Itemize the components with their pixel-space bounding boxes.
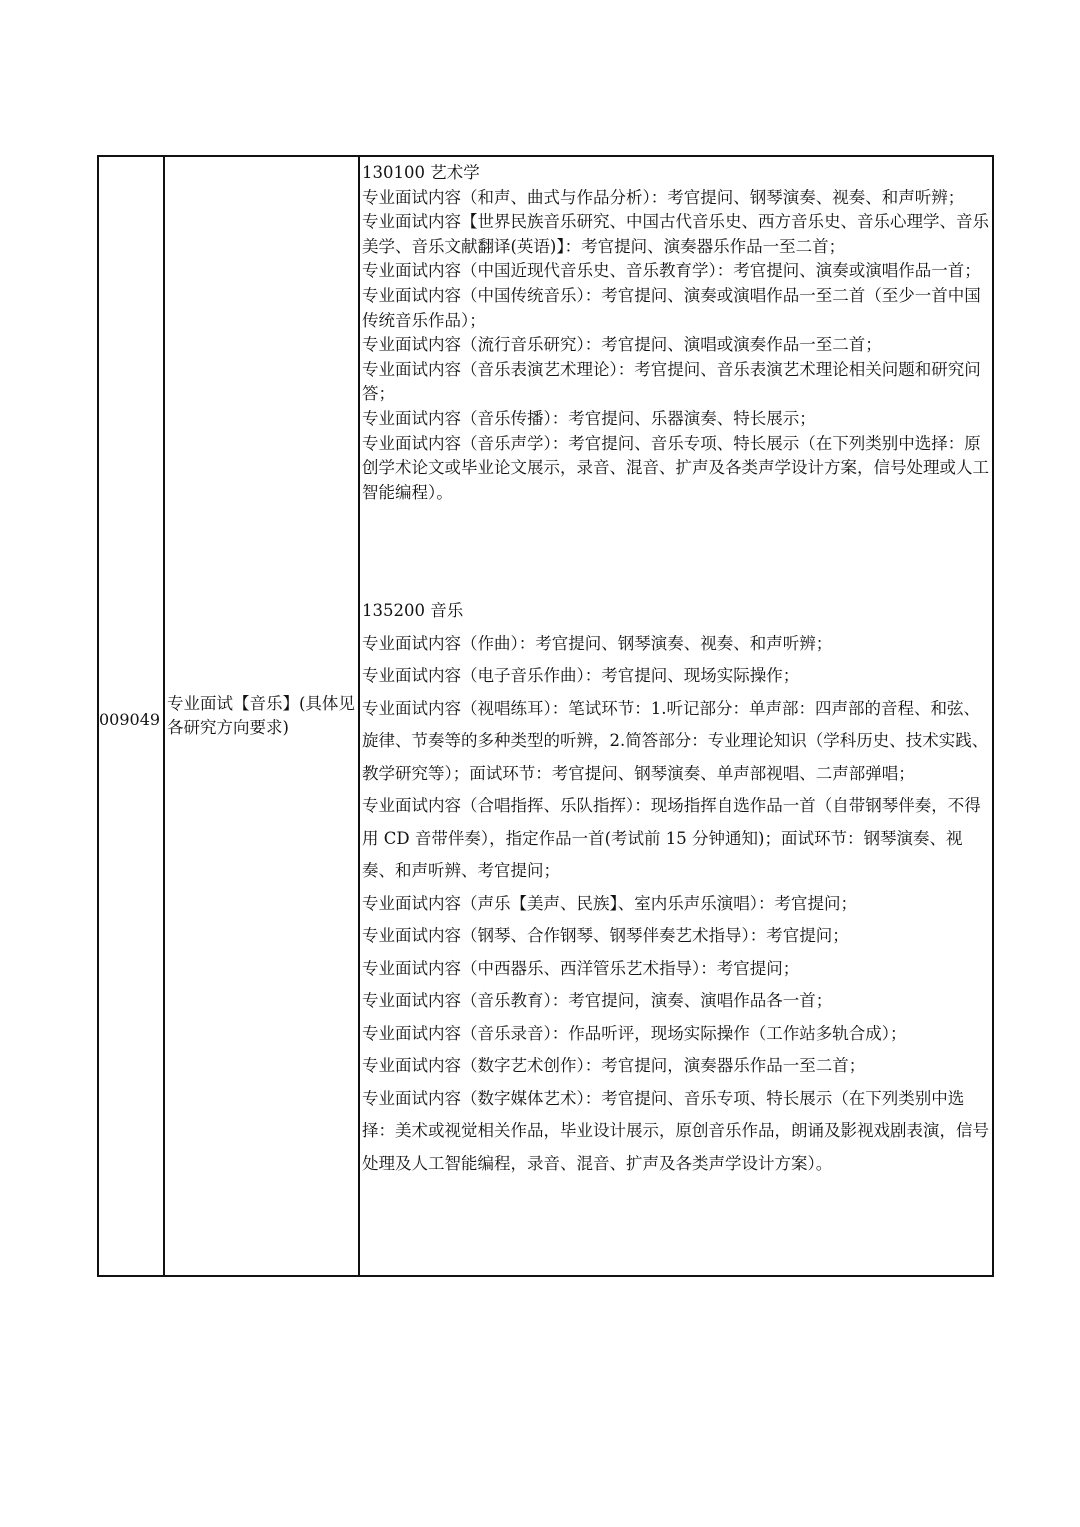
list-item: 专业面试内容【世界民族音乐研究、中国古代音乐史、西方音乐史、音乐心理学、音乐美学、音乐文献翻译(英语)】：考官提问、演奏器乐作品一至二首； bbox=[362, 212, 989, 256]
section-heading: 135200 音乐 bbox=[362, 601, 464, 620]
requirements-table bbox=[97, 155, 994, 1277]
list-item: 专业面试内容（音乐声学）：考官提问、音乐专项、特长展示（在下列类别中选择：原创学术论文或毕业论文展示，录音、混音、扩声及各类声学设计方案，信号处理或人工智能编程）。 bbox=[362, 433, 989, 502]
list-item: 专业面试内容（数字艺术创作）：考官提问，演奏器乐作品一至二首； bbox=[362, 1056, 866, 1075]
list-item: 专业面试内容（音乐录音）：作品听评，现场实际操作（工作站多轨合成）； bbox=[362, 1023, 907, 1043]
list-item: 专业面试内容（视唱练耳）：笔试环节：1.听记部分：单声部：四声部的音程、和弦、旋律、节奏等的多种类型的听辨，2.简答部分：专业理论知识（学科历史、技术实践、教学研究等）；面试环节：考官提问、钢琴演奏、单声部视唱、二声部弹唱； bbox=[362, 698, 989, 783]
list-item: 专业面试内容（音乐传播）：考官提问、乐器演奏、特长展示； bbox=[362, 408, 816, 428]
exam-code: 009049 bbox=[99, 710, 161, 729]
section-heading: 130100 艺术学 bbox=[362, 163, 480, 182]
list-item: 专业面试内容（电子音乐作曲）：考官提问、现场实际操作； bbox=[362, 666, 800, 685]
list-item: 专业面试内容（声乐【美声、民族】、室内乐声乐演唱）：考官提问； bbox=[362, 893, 857, 913]
list-item: 专业面试内容（钢琴、合作钢琴、钢琴伴奏艺术指导）：考官提问； bbox=[362, 926, 849, 945]
list-item: 专业面试内容（音乐表演艺术理论）：考官提问、音乐表演艺术理论相关问题和研究问答； bbox=[362, 359, 981, 404]
list-item: 专业面试内容（中西器乐、西洋管乐艺术指导）：考官提问； bbox=[362, 958, 800, 978]
content-column bbox=[360, 157, 994, 1275]
list-item: 专业面试内容（数字媒体艺术）：考官提问、音乐专项、特长展示（在下列类别中选择：美术或视觉相关作品，毕业设计展示，原创音乐作品，朗诵及影视戏剧表演，信号处理及人工智能编程，录音、混音、扩声及各类声学设计方案）。 bbox=[362, 1088, 989, 1173]
list-item: 专业面试内容（作曲）：考官提问、钢琴演奏、视奏、和声听辨； bbox=[362, 633, 833, 653]
list-item: 专业面试内容（中国传统音乐）：考官提问、演奏或演唱作品一至二首（至少一首中国传统音乐作品）； bbox=[362, 285, 981, 330]
subject-column bbox=[165, 157, 360, 1275]
list-item: 专业面试内容（音乐教育）：考官提问，演奏、演唱作品各一首； bbox=[362, 991, 833, 1010]
code-column bbox=[99, 157, 165, 1275]
list-item: 专业面试内容（流行音乐研究）：考官提问、演唱或演奏作品一至二首； bbox=[362, 335, 882, 355]
section-music bbox=[362, 595, 992, 1180]
list-item: 专业面试内容（中国近现代音乐史、音乐教育学）：考官提问、演奏或演唱作品一首； bbox=[362, 261, 981, 281]
section-art-studies bbox=[362, 161, 992, 505]
exam-subject: 专业面试【音乐】(具体见各研究方向要求) bbox=[167, 694, 355, 737]
list-item: 专业面试内容（和声、曲式与作品分析）：考官提问、钢琴演奏、视奏、和声听辨； bbox=[362, 187, 965, 207]
list-item: 专业面试内容（合唱指挥、乐队指挥）：现场指挥自选作品一首（自带钢琴伴奏，不得用 CD 音带伴奏），指定作品一首(考试前 15 分钟通知)；面试环节：钢琴演奏、视奏、和声听辨、考官提问； bbox=[362, 796, 981, 880]
